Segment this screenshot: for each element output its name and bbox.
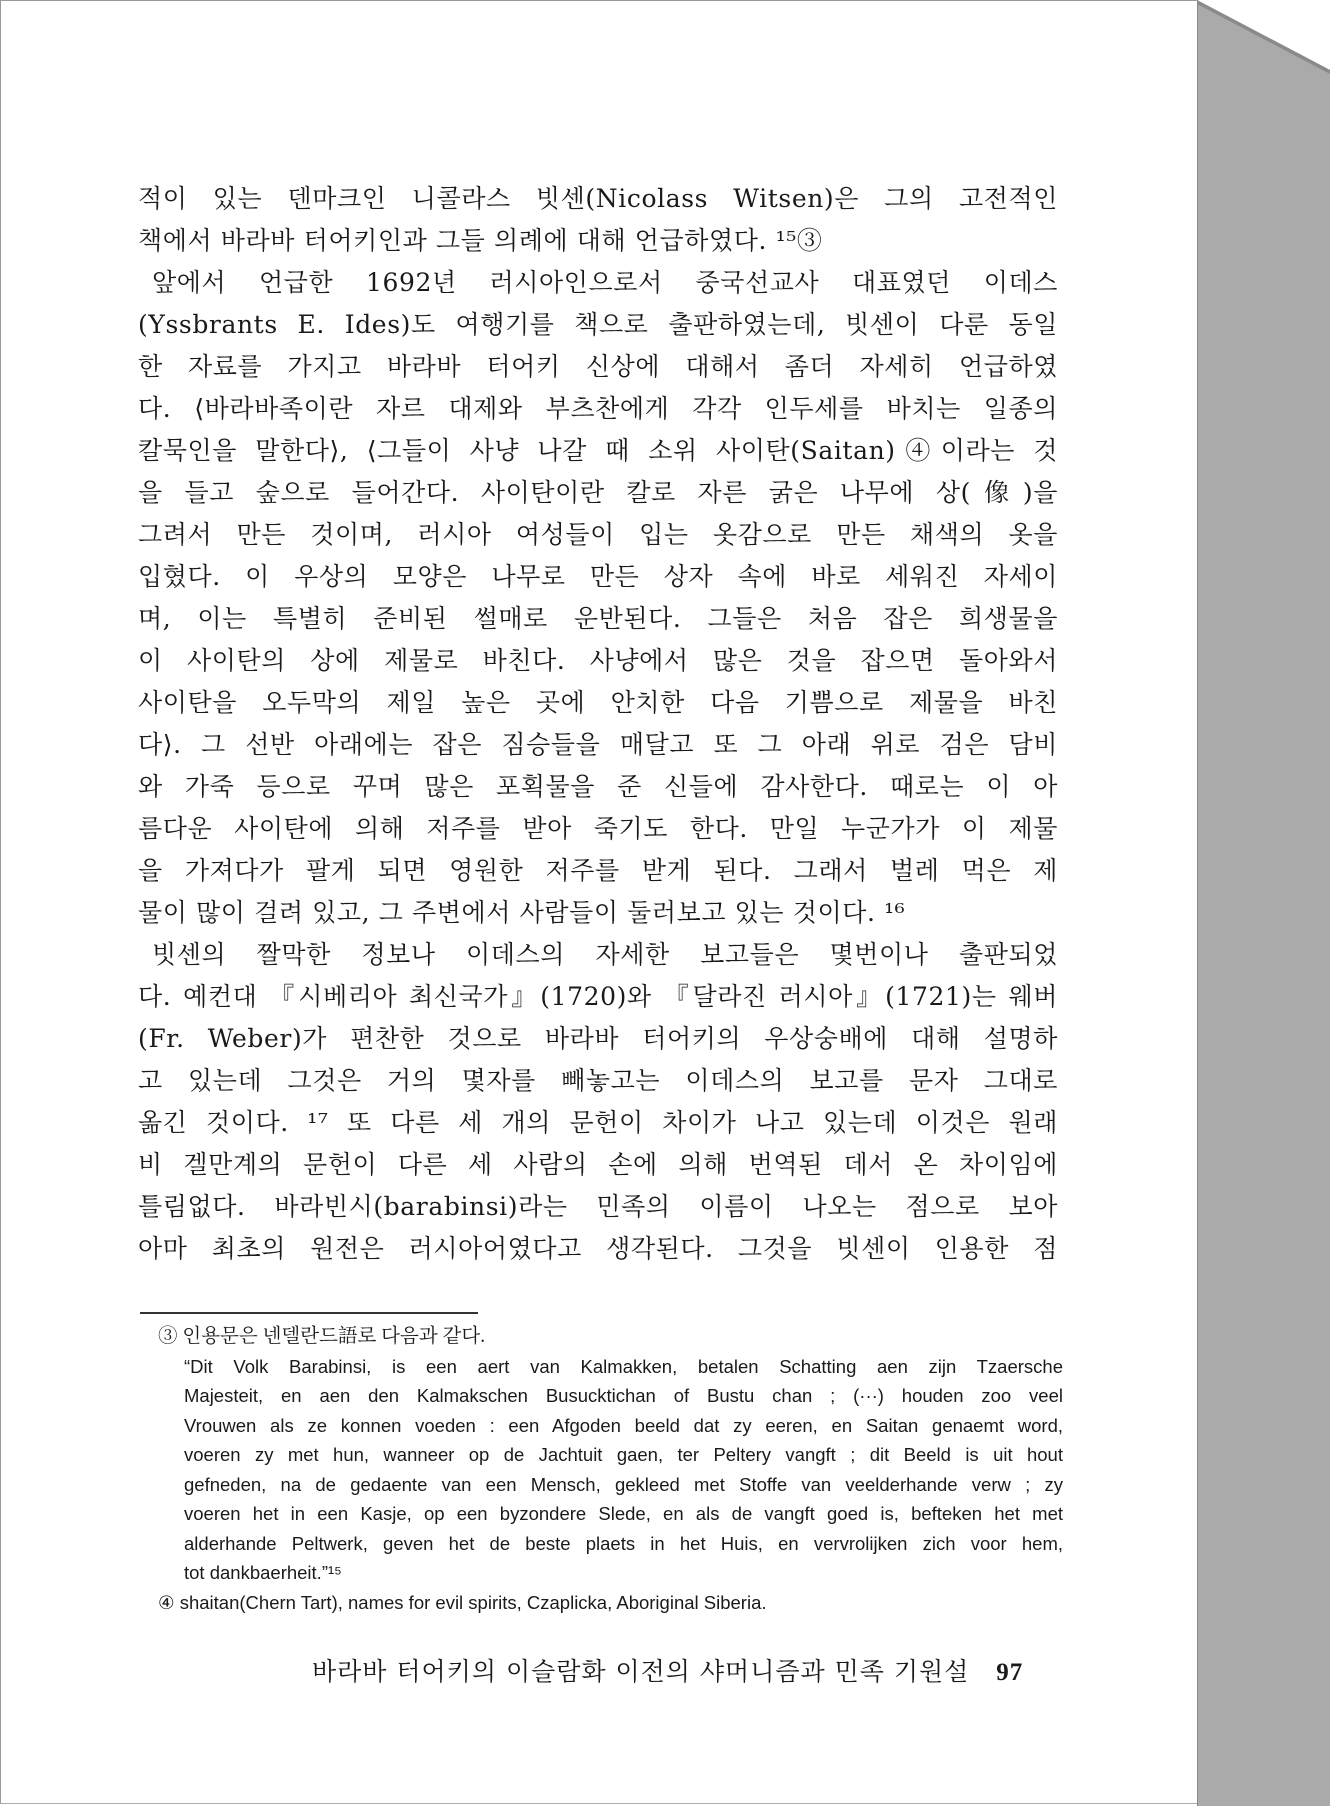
text-line: 을 들고 숲으로 들어간다. 사이탄이란 칼로 자른 굵은 나무에 상(像)을 <box>138 478 1058 507</box>
text-line: 옮긴 것이다. ¹⁷ 또 다른 세 개의 문헌이 차이가 나고 있는데 이것은 원래 <box>138 1108 1058 1137</box>
page-number: 97 <box>996 1659 1024 1686</box>
text-line: 입혔다. 이 우상의 모양은 나무로 만든 상자 속에 바로 세워진 자세이 <box>138 562 1058 591</box>
quote-line: gefneden, na de gedaente van een Mensch, gekleed met Stoffe van veelderhande verw ; zy <box>184 1473 1063 1495</box>
quote-line: voeren zy met hun, wanneer op de Jachtuit gaen, ter Peltery vangft ; dit Beeld is uit hout <box>184 1444 1063 1465</box>
quote-line: “Dit Volk Barabinsi, is een aert van Kalmakken, betalen Schatting aen zijn Tzaersche <box>184 1355 1063 1377</box>
text-line: 그려서 만든 것이며, 러시아 여성들이 입는 옷감으로 만든 채색의 옷을 <box>138 520 1058 549</box>
footnote-3-quote <box>158 1352 1063 1588</box>
text-line: 책에서 바라바 터어키인과 그들 의례에 대해 언급하였다. ¹⁵③ <box>138 226 823 255</box>
text-line: 다. ⟨바라바족이란 자르 대제와 부츠찬에게 각각 인두세를 바치는 일종의 <box>138 394 1058 423</box>
text-line: 칼묵인을 말한다⟩, ⟨그들이 사냥 나갈 때 소위 사이탄(Saitan)④이라는 것 <box>138 436 1058 465</box>
text-line: 와 가죽 등으로 꾸며 많은 포획물을 준 신들에 감사한다. 때로는 이 아 <box>138 772 1058 801</box>
text-line: 름다운 사이탄에 의해 저주를 받아 죽기도 한다. 만일 누군가가 이 제물 <box>138 814 1058 843</box>
quote-line: Vrouwen als ze konnen voeden : een Afgoden beeld dat zy eeren, en Saitan genaemt word, <box>184 1414 1063 1436</box>
footnote-divider <box>140 1312 478 1314</box>
quote-line: alderhande Peltwerk, geven het de beste plaets in het Huis, en vervrolijken zich voor hem, <box>184 1532 1063 1554</box>
text-line: 고 있는데 그것은 거의 몇자를 빼놓고는 이데스의 보고를 문자 그대로 <box>138 1066 1058 1095</box>
footnote-4: ④ shaitan(Chern Tart), names for evil spirits, Czaplicka, Aboriginal Siberia. <box>158 1591 767 1613</box>
text-line: 다⟩. 그 선반 아래에는 잡은 짐승들을 매달고 또 그 아래 위로 검은 담비 <box>138 730 1058 759</box>
footnote-3-heading: ③ 인용문은 넨델란드語로 다음과 같다. <box>158 1326 486 1347</box>
text-line: 앞에서 언급한 1692년 러시아인으로서 중국선교사 대표였던 이데스 <box>152 268 1058 297</box>
text-line: 비 겔만계의 문헌이 다른 세 사람의 손에 의해 번역된 데서 온 차이임에 <box>138 1150 1058 1179</box>
text-line: 물이 많이 걸려 있고, 그 주변에서 사람들이 둘러보고 있는 것이다. ¹⁶ <box>138 898 906 927</box>
running-title: 바라바 터어키의 이슬람화 이전의 샤머니즘과 민족 기원설 <box>312 1657 970 1686</box>
text-line: 아마 최초의 원전은 러시아어였다고 생각된다. 그것을 빗센이 인용한 점 <box>138 1234 1058 1263</box>
text-line: 며, 이는 특별히 준비된 썰매로 운반된다. 그들은 처음 잡은 희생물을 <box>138 604 1058 633</box>
text-line: (Yssbrants E. Ides)도 여행기를 책으로 출판하였는데, 빗센이 다룬 동일 <box>138 310 1058 339</box>
text-line: 이 사이탄의 상에 제물로 바친다. 사냥에서 많은 것을 잡으면 돌아와서 <box>138 646 1058 675</box>
text-line: 빗센의 짤막한 정보나 이데스의 자세한 보고들은 몇번이나 출판되었 <box>152 940 1058 969</box>
text-line: (Fr. Weber)가 편찬한 것으로 바라바 터어키의 우상숭배에 대해 설명하 <box>138 1024 1058 1053</box>
book-edge-shading <box>1197 0 1330 1806</box>
page-footer <box>312 1652 1064 1688</box>
text-line: 틀림없다. 바라빈시(barabinsi)라는 민족의 이름이 나오는 점으로 보아 <box>138 1192 1058 1221</box>
quote-line: voeren het in een Kasje, op een byzondere Slede, en als de vangft goed is, befteken het met <box>184 1503 1063 1524</box>
text-line: 적이 있는 덴마크인 니콜라스 빗센(Nicolass Witsen)은 그의 고전적인 <box>138 184 1058 213</box>
body-text <box>138 178 1058 1270</box>
quote-line: tot dankbaerheit.”¹⁵ <box>184 1562 342 1583</box>
text-line: 다. 예컨대 『시베리아 최신국가』(1720)와 『달라진 러시아』(1721)는 웨버 <box>138 982 1058 1011</box>
quote-line: Majesteit, en aen den Kalmakschen Busucktichan of Bustu chan ; (···) houden zoo veel <box>184 1385 1063 1406</box>
text-line: 을 가져다가 팔게 되면 영원한 저주를 받게 된다. 그래서 벌레 먹은 제 <box>138 856 1058 885</box>
text-line: 한 자료를 가지고 바라바 터어키 신상에 대해서 좀더 자세히 언급하였 <box>138 352 1058 381</box>
footnotes <box>158 1322 1063 1617</box>
text-line: 사이탄을 오두막의 제일 높은 곳에 안치한 다음 기쁨으로 제물을 바친 <box>138 688 1058 717</box>
